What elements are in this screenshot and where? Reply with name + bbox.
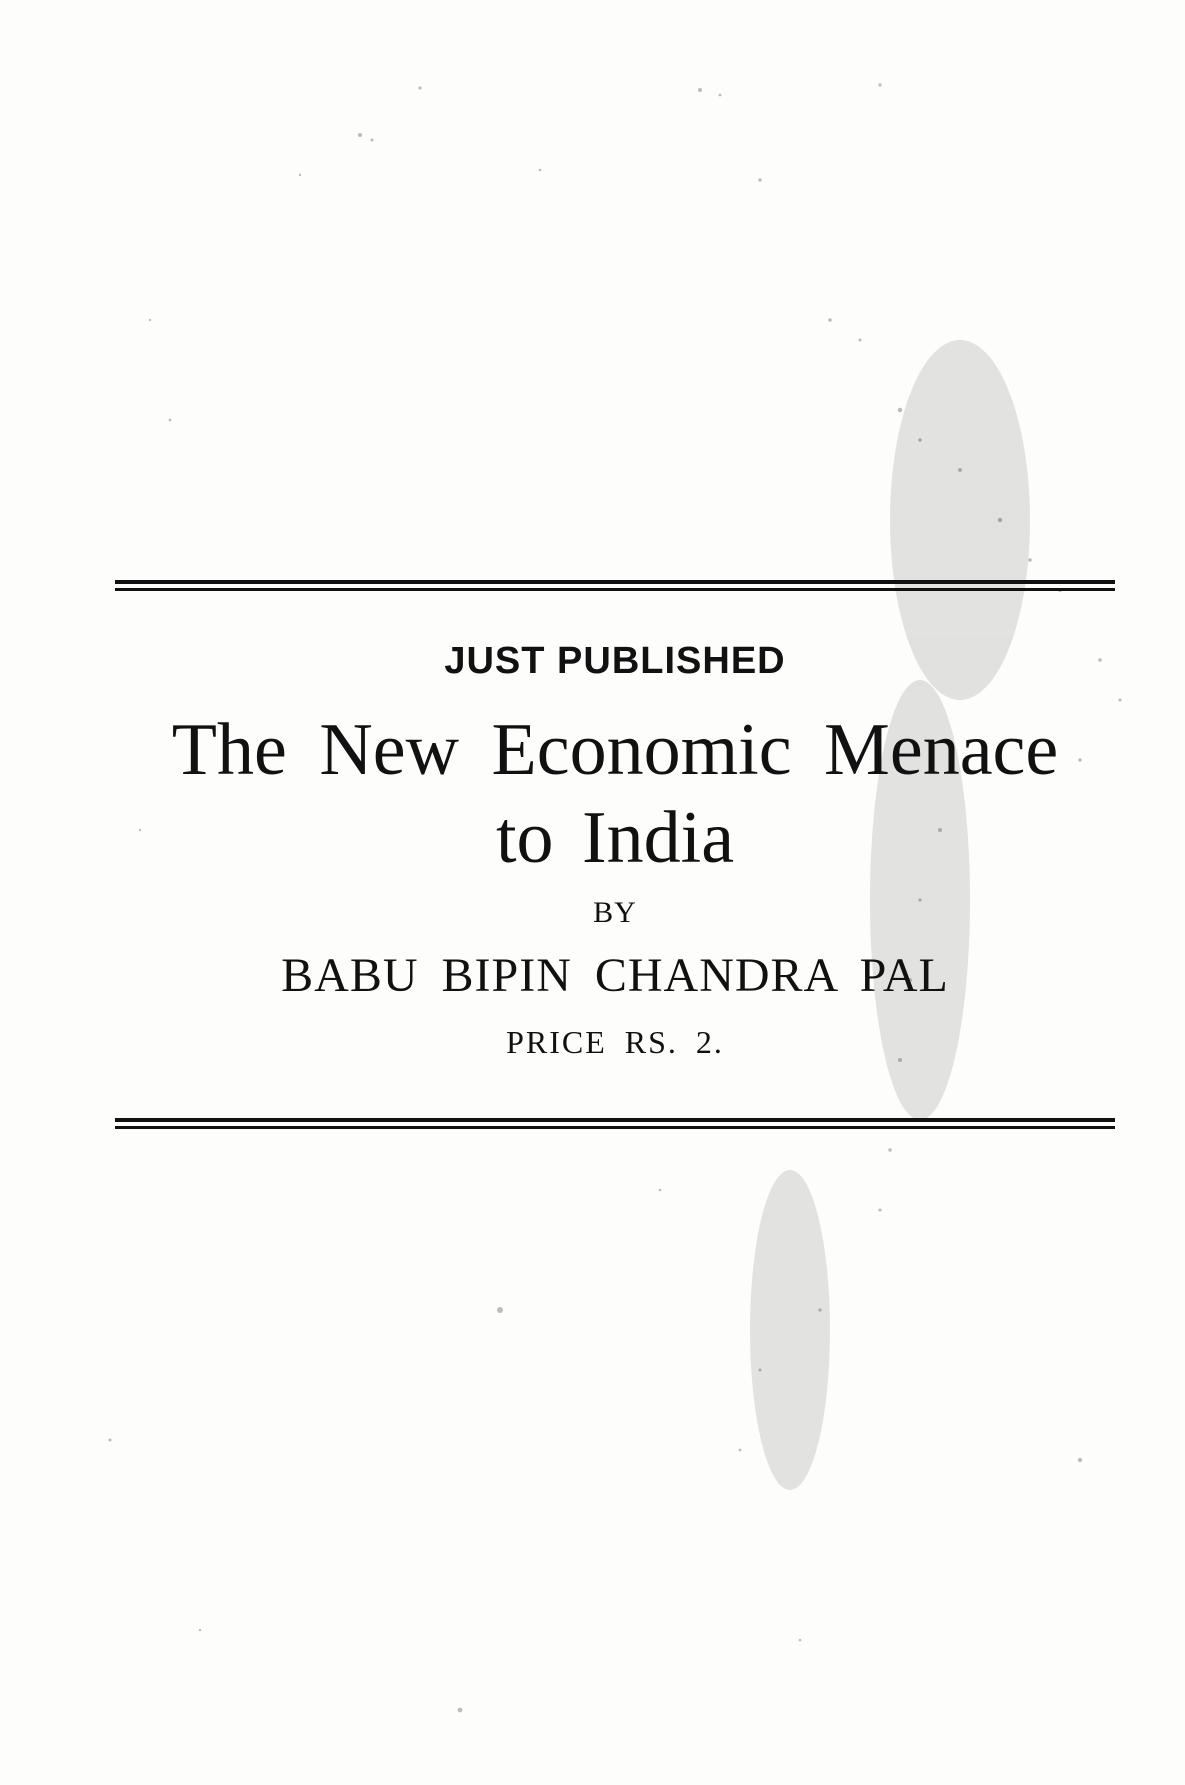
double-rule-top <box>115 580 1115 594</box>
double-rule-bottom <box>115 1118 1115 1132</box>
author-name: BABU BIPIN CHANDRA PAL <box>281 949 949 1002</box>
book-title-line-1: The New Economic Menace <box>171 709 1059 791</box>
by-label: BY <box>593 896 637 929</box>
book-title-line-2: to India <box>495 797 735 879</box>
announcement-heading: JUST PUBLISHED <box>444 640 786 682</box>
price-line: PRICE RS. 2. <box>506 1024 724 1060</box>
